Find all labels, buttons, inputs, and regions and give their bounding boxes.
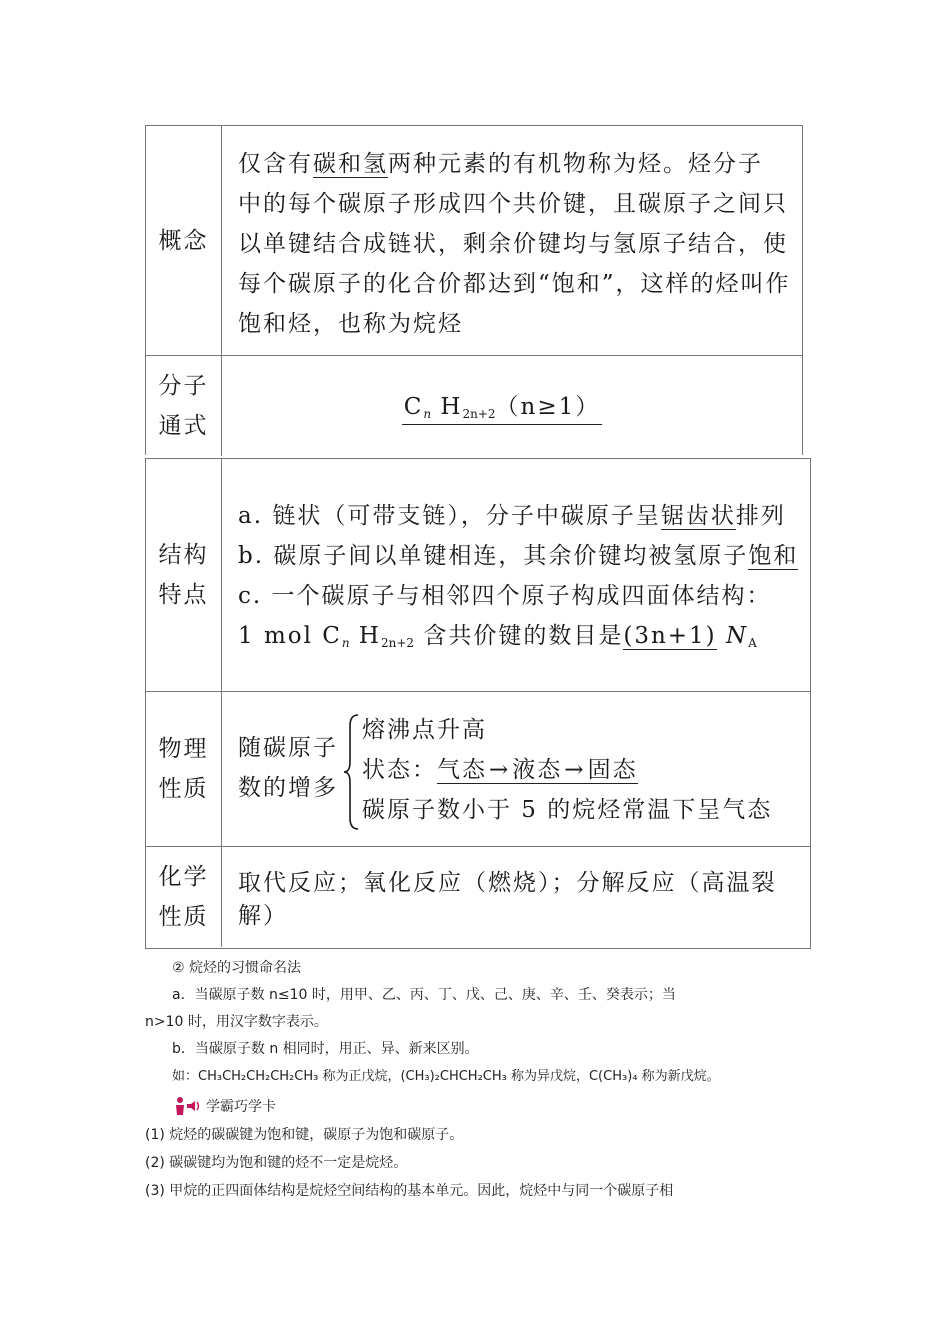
chemical-label: 化学 性质 <box>146 847 222 947</box>
structure-a: a. 链状（可带支链），分子中碳原子呈锯齿状排列 <box>238 503 786 529</box>
properties-table <box>145 458 811 949</box>
structure-b: b. 碳原子间以单键相连，其余价键均被氢原子饱和 <box>238 543 799 569</box>
study-card-title: 学霸巧学卡 <box>206 1098 276 1115</box>
concept-line-1: 仅含有碳和氢两种元素的有机物称为烃。烃分子 <box>238 151 763 177</box>
concept-table <box>145 125 803 455</box>
concept-underline-answer: 碳和氢 <box>313 151 388 177</box>
physical-cell <box>222 692 810 846</box>
study-card-header <box>172 1092 276 1119</box>
concept-row <box>146 126 802 356</box>
physical-lead: 随碳原子 数的增多 <box>238 735 338 801</box>
concept-line-2: 中的每个碳原子形成四个共价键，且碳原子之间只 <box>238 191 788 217</box>
physical-item-3: 碳原子数小于 5 的烷烃常温下呈气态 <box>362 797 773 823</box>
naming-rule-a-line1: a．当碳原子数 n≤10 时，用甲、乙、丙、丁、戊、己、庚、辛、壬、癸表示；当 <box>172 987 676 1003</box>
study-card-item-2: (2) 碳碳键均为饱和键的烃不一定是烷烃。 <box>145 1155 408 1171</box>
structure-c: c. 一个碳原子与相邻四个原子构成四面体结构： <box>238 583 772 609</box>
structure-row <box>146 459 810 692</box>
formula-cell <box>222 356 802 456</box>
general-formula: $C_n$ $H_{2n+2}(n\ge 1)$ <box>402 388 603 425</box>
concept-label: 概念 <box>146 126 222 355</box>
structure-label: 结构 特点 <box>146 459 222 691</box>
curly-brace-icon <box>342 712 362 832</box>
chemical-text: 取代反应；氧化反应（燃烧）；分解反应（高温裂解） <box>238 870 777 929</box>
naming-heading: ② 烷烃的习惯命名法 <box>172 960 302 976</box>
arrow-right-icon: → <box>489 757 511 783</box>
concept-text <box>222 126 802 355</box>
naming-rule-a-line2: n>10 时，用汉字数字表示。 <box>145 1014 328 1030</box>
physical-item-1: 熔沸点升高 <box>362 717 487 743</box>
formula-label: 分子 通式 <box>146 356 222 456</box>
student-speaker-icon <box>172 1096 202 1116</box>
arrow-right-icon: → <box>564 757 586 783</box>
physical-items <box>362 710 772 830</box>
state-change-answer: 气态→液态→固态 <box>437 757 638 784</box>
chemical-row <box>146 847 810 947</box>
formula-row <box>146 356 802 456</box>
concept-line-5: 饱和烃，也称为烷烃 <box>238 311 463 337</box>
structure-d: 1 mol $C_n$ $H_{2n+2}$ 含共价键的数目是(3n+1) $N_A$ <box>238 623 757 650</box>
study-card-item-1: (1) 烷烃的碳碳键为饱和键，碳原子为饱和碳原子。 <box>145 1127 464 1143</box>
physical-label: 物理 性质 <box>146 692 222 846</box>
structure-text <box>222 459 810 691</box>
study-card-item-3: (3) 甲烷的正四面体结构是烷烃空间结构的基本单元。因此，烷烃中与同一个碳原子相 <box>145 1183 674 1199</box>
concept-line-3: 以单键结合成链状，剩余价键均与氢原子结合，使 <box>238 231 788 257</box>
physical-item-2: 状态：气态→液态→固态 <box>362 750 772 790</box>
naming-example: 如：CH₃CH₂CH₂CH₂CH₃ 称为正戊烷，(CH₃)₂CHCH₂CH₃ 称为异戊烷，C(CH₃)₄ 称为新戊烷。 <box>172 1069 720 1084</box>
naming-rule-b: b．当碳原子数 n 相同时，用正、异、新来区别。 <box>172 1041 479 1057</box>
concept-line-4: 每个碳原子的化合价都达到“饱和”，这样的烃叫作 <box>238 271 791 297</box>
physical-row <box>146 692 810 847</box>
